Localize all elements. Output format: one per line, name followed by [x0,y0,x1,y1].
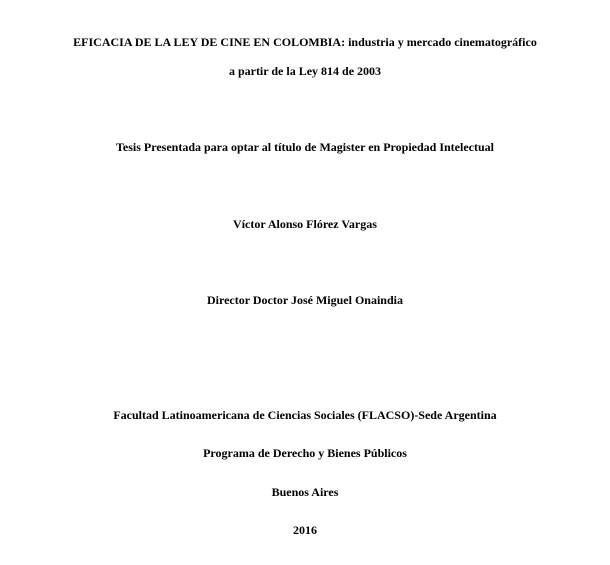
thesis-statement: Tesis Presentada para optar al título de Magister en Propiedad Intelectual [116,140,494,154]
title-line-1: EFICACIA DE LA LEY DE CINE EN COLOMBIA: industria y mercado cinematográfico [73,35,537,49]
program-name: Programa de Derecho y Bienes Públicos [203,446,407,460]
director-name: Director Doctor José Miguel Onaindia [207,293,403,307]
institution-name: Facultad Latinoamericana de Ciencias Sociales (FLACSO)-Sede Argentina [113,408,497,422]
year: 2016 [293,523,317,537]
city: Buenos Aires [271,485,339,499]
author-name: Víctor Alonso Flórez Vargas [233,217,377,231]
title-line-2: a partir de la Ley 814 de 2003 [228,64,382,78]
